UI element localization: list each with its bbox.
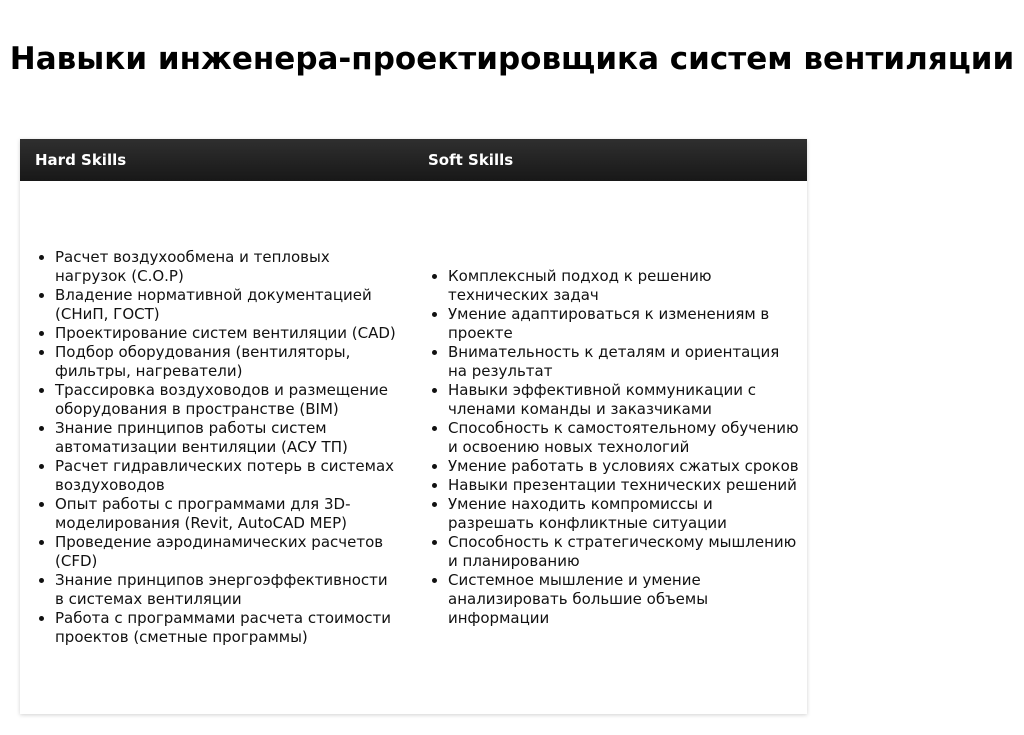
list-item: • Системное мышление и умение анализировать большие объемы информации xyxy=(448,571,800,628)
list-item: • Опыт работы с программами для 3D-моделирования (Revit, AutoCAD MEP) xyxy=(55,495,400,533)
list-item: • Навыки эффективной коммуникации с членами команды и заказчиками xyxy=(448,381,800,419)
soft-skills-column xyxy=(413,181,807,714)
soft-skills-header: Soft Skills xyxy=(428,151,514,169)
hard-skills-list xyxy=(35,248,400,647)
list-item: • Комплексный подход к решению технических задач xyxy=(448,267,800,305)
list-item: • Владение нормативной документацией (СНиП, ГОСТ) xyxy=(55,286,400,324)
list-item: • Подбор оборудования (вентиляторы, фильтры, нагреватели) xyxy=(55,343,400,381)
skills-table xyxy=(20,139,807,714)
list-item: • Трассировка воздуховодов и размещение оборудования в пространстве (BIM) xyxy=(55,381,400,419)
list-item: • Навыки презентации технических решений xyxy=(448,476,800,495)
hard-skills-header: Hard Skills xyxy=(35,151,127,169)
list-item: • Внимательность к деталям и ориентация на результат xyxy=(448,343,800,381)
list-item: • Проведение аэродинамических расчетов (CFD) xyxy=(55,533,400,571)
list-item: • Способность к самостоятельному обучению и освоению новых технологий xyxy=(448,419,800,457)
table-body xyxy=(20,181,807,714)
hard-skills-column xyxy=(20,181,413,714)
list-item: • Расчет воздухообмена и тепловых нагрузок (С.О.Р) xyxy=(55,248,400,286)
page-title: Навыки инженера-проектировщика систем вентиляции xyxy=(9,41,1015,77)
list-item: • Расчет гидравлических потерь в системах воздуховодов xyxy=(55,457,400,495)
list-item: • Работа с программами расчета стоимости проектов (сметные программы) xyxy=(55,609,400,647)
list-item: • Умение адаптироваться к изменениям в проекте xyxy=(448,305,800,343)
list-item: • Знание принципов энергоэффективности в системах вентиляции xyxy=(55,571,400,609)
list-item: • Умение работать в условиях сжатых сроков xyxy=(448,457,800,476)
list-item: • Проектирование систем вентиляции (CAD) xyxy=(55,324,400,343)
list-item: • Умение находить компромиссы и разрешать конфликтные ситуации xyxy=(448,495,800,533)
list-item: • Знание принципов работы систем автоматизации вентиляции (АСУ ТП) xyxy=(55,419,400,457)
soft-skills-list xyxy=(428,267,800,628)
list-item: • Способность к стратегическому мышлению и планированию xyxy=(448,533,800,571)
table-header xyxy=(20,139,807,181)
